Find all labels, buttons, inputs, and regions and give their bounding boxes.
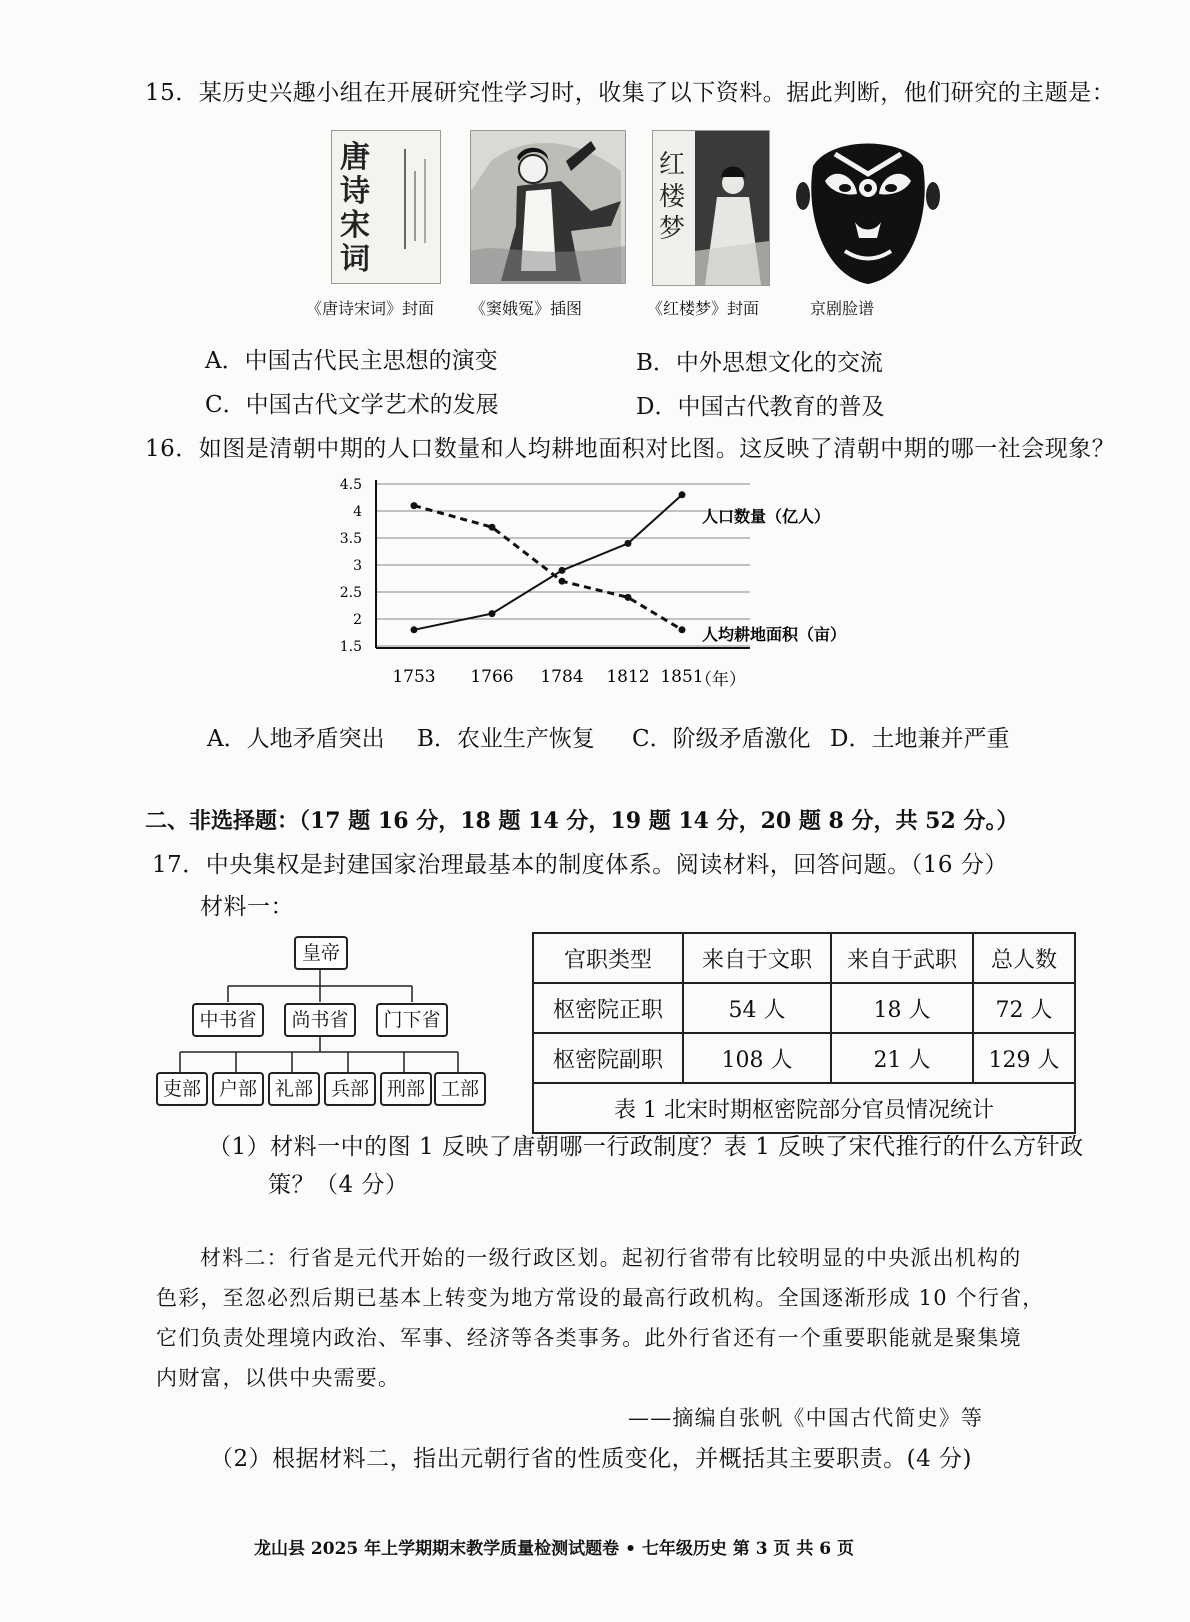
material1-label: 材料一： bbox=[200, 894, 294, 920]
y-tick-label: 2 bbox=[353, 612, 362, 628]
q15-option-b: B．中外思想文化的交流 bbox=[636, 350, 883, 376]
farmland-point bbox=[679, 626, 686, 633]
farmland-line bbox=[414, 506, 682, 630]
farmland-point bbox=[559, 578, 566, 585]
material2-line-3: 它们负责处理境内政治、军事、经济等各类事务。此外行省还有一个重要职能就是聚集境 bbox=[156, 1326, 1022, 1350]
y-tick-labels bbox=[340, 477, 362, 655]
y-tick-label: 4 bbox=[353, 504, 362, 520]
table-cell: 129 人 bbox=[973, 1033, 1075, 1083]
material2-line-2: 色彩，至忽必烈后期已基本上转变为地方常设的最高行政机构。全国逐渐形成 10 个行省， bbox=[156, 1286, 1045, 1310]
q17-stem: 17．中央集权是封建国家治理最基本的制度体系。阅读材料，回答问题。（16 分） bbox=[152, 852, 1008, 878]
table-row bbox=[533, 983, 1075, 1033]
org-xingbu: 刑部 bbox=[380, 1072, 432, 1106]
table-cell: 54 人 bbox=[683, 983, 831, 1033]
q16-option-b: B．农业生产恢复 bbox=[417, 726, 595, 752]
q16-option-c: C．阶级矛盾激化 bbox=[632, 726, 811, 752]
q17-sub1-line2: 策？（4 分） bbox=[268, 1172, 409, 1198]
table-header: 来自于文职 bbox=[683, 933, 831, 983]
table-cell: 枢密院正职 bbox=[533, 983, 683, 1033]
y-tick-label: 1.5 bbox=[339, 639, 362, 655]
x-tick-labels bbox=[392, 667, 703, 687]
table-cell: 21 人 bbox=[831, 1033, 973, 1083]
tangshi-cover-text: 唐诗宋词 bbox=[340, 140, 370, 277]
table-cell: 枢密院副职 bbox=[533, 1033, 683, 1083]
hongloumeng-cover-image bbox=[652, 130, 770, 286]
q16-option-d: D．土地兼并严重 bbox=[830, 726, 1010, 752]
table-cell: 72 人 bbox=[973, 983, 1075, 1033]
y-tick-label: 4.5 bbox=[339, 477, 362, 493]
table-header: 总人数 bbox=[973, 933, 1075, 983]
x-tick-label: 1753 bbox=[392, 667, 436, 687]
image-caption-doue: 《窦娥冤》插图 bbox=[470, 299, 583, 318]
x-tick-label: 1784 bbox=[540, 667, 584, 687]
x-tick-label: 1766 bbox=[470, 667, 514, 687]
chart-series bbox=[411, 491, 686, 633]
org-libu-personnel: 吏部 bbox=[156, 1072, 208, 1106]
y-tick-label: 3.5 bbox=[339, 531, 362, 547]
hongloumeng-cover-text: 红楼梦 bbox=[659, 150, 686, 244]
org-shangshu: 尚书省 bbox=[284, 1003, 356, 1037]
material2-line-1: 材料二：行省是元代开始的一级行政区划。起初行省带有比较明显的中央派出机构的 bbox=[200, 1246, 1022, 1270]
legend-farmland: 人均耕地面积（亩） bbox=[702, 625, 847, 644]
population-point bbox=[559, 567, 566, 574]
q15-stem: 15．某历史兴趣小组在开展研究性学习时，收集了以下资料。据此判断，他们研究的主题是： bbox=[145, 80, 1116, 106]
table-cell: 18 人 bbox=[831, 983, 973, 1033]
q17-sub2: （2）根据材料二，指出元朝行省的性质变化，并概括其主要职责。(4 分) bbox=[210, 1446, 973, 1472]
farmland-point bbox=[411, 502, 418, 509]
legend-population: 人口数量（亿人） bbox=[702, 507, 831, 526]
doue-illustration-image bbox=[470, 130, 626, 284]
x-tick-label: 1812 bbox=[606, 667, 650, 687]
q16-option-a: A．人地矛盾突出 bbox=[207, 726, 385, 752]
farmland-point bbox=[489, 524, 496, 531]
farmland-point bbox=[625, 594, 632, 601]
population-point bbox=[679, 491, 686, 498]
image-caption-opera-mask: 京剧脸谱 bbox=[810, 299, 875, 318]
population-point bbox=[625, 540, 632, 547]
page-footer: 龙山县 2025 年上学期期末教学质量检测试题卷 • 七年级历史 第 3 页 共 6 页 bbox=[254, 1539, 855, 1559]
chart-grid bbox=[376, 484, 750, 646]
q15-option-a: A．中国古代民主思想的演变 bbox=[205, 348, 498, 374]
image-caption-hongloumeng: 《红楼梦》封面 bbox=[647, 299, 760, 318]
population-point bbox=[411, 626, 418, 633]
table-header: 官职类型 bbox=[533, 933, 683, 983]
table-header: 来自于武职 bbox=[831, 933, 973, 983]
table-caption: 表 1 北宋时期枢密院部分官员情况统计 bbox=[533, 1083, 1075, 1133]
x-tick-label: 1851 bbox=[660, 667, 704, 687]
org-gongbu: 工部 bbox=[434, 1072, 486, 1106]
q16-stem: 16．如图是清朝中期的人口数量和人均耕地面积对比图。这反映了清朝中期的哪一社会现象？ bbox=[145, 436, 1116, 462]
table-row bbox=[533, 1033, 1075, 1083]
q15-option-c: C．中国古代文学艺术的发展 bbox=[205, 392, 499, 418]
org-libu-rites: 礼部 bbox=[268, 1072, 320, 1106]
image-caption-tangshi: 《唐诗宋词》封面 bbox=[306, 299, 435, 318]
material2-source: ——摘编自张帆《中国古代简史》等 bbox=[628, 1406, 984, 1430]
material2-line-4: 内财富，以供中央需要。 bbox=[156, 1366, 401, 1390]
population-line bbox=[414, 495, 682, 630]
table-cell: 108 人 bbox=[683, 1033, 831, 1083]
population-farmland-chart bbox=[330, 470, 847, 700]
q15-option-d: D．中国古代教育的普及 bbox=[636, 394, 885, 420]
section2-title: 二、非选择题：（17 题 16 分，18 题 14 分，19 题 14 分，20 题 8 分，共 52 分。） bbox=[145, 808, 1019, 834]
y-tick-label: 3 bbox=[353, 558, 362, 574]
y-tick-label: 2.5 bbox=[339, 585, 362, 601]
org-menxia: 门下省 bbox=[376, 1003, 448, 1037]
org-hubu: 户部 bbox=[212, 1072, 264, 1106]
org-zhongshu: 中书省 bbox=[192, 1003, 264, 1037]
shumiyuan-table bbox=[532, 932, 1076, 1134]
q17-sub1-line1: （1）材料一中的图 1 反映了唐朝哪一行政制度？表 1 反映了宋代推行的什么方针政 bbox=[208, 1134, 1084, 1160]
org-emperor: 皇帝 bbox=[294, 936, 348, 970]
tangshi-cover-image bbox=[331, 130, 441, 284]
x-unit-label: （年） bbox=[695, 670, 746, 690]
population-point bbox=[489, 610, 496, 617]
peking-opera-mask-image bbox=[795, 126, 941, 286]
org-bingbu: 兵部 bbox=[324, 1072, 376, 1106]
